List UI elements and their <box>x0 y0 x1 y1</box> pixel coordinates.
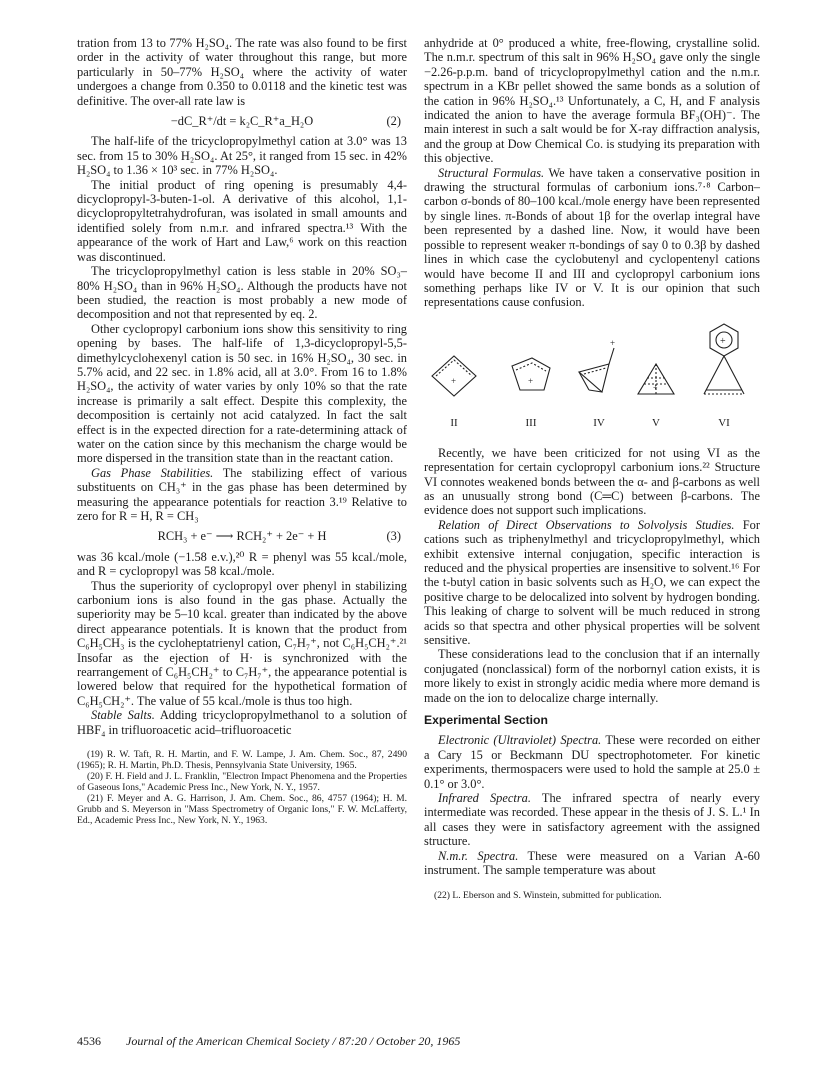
left-column <box>77 36 407 826</box>
structure-label-VI: VI <box>718 416 730 429</box>
footnotes <box>77 749 407 826</box>
right-column <box>424 36 760 901</box>
paragraph-relation <box>424 518 760 648</box>
runin-heading: Structural Formulas. <box>438 165 545 180</box>
equation-number: (2) <box>386 114 401 129</box>
svg-text:+: + <box>610 337 616 348</box>
section-heading-experimental: Experimental Section <box>424 713 548 728</box>
footnote: (20) F. H. Field and J. L. Franklin, "Electron Impact Phenomena and the Properties of Gaseous Ions," Academic Press Inc., New York, N. Y., 1957. <box>77 771 407 794</box>
paragraph-text: These were recorded on either a Cary 15 or Beckmann DU spectrophotometer. For kinetic experiments, thermospacers were used to hold the sample at 25.0 ± 0.1° or 3.0°. <box>424 733 760 791</box>
paragraph-text: The stabilizing effect of various substituents on CH₃⁺ in the gas phase has been determined by measuring the appearance potentials for reaction 3.¹⁹ Relative to zero for R = H, R = CH₃ <box>77 465 407 523</box>
running-footer <box>77 1034 760 1048</box>
page-number: 4536 <box>77 1034 101 1048</box>
paragraph: Other cyclopropyl carbonium ions show this sensitivity to ring opening by bases. The half-life of 1,3-dicyclopropyl-5,5-dimethylcyclohexenyl cation is 50 sec. in 16% H₂SO₄, 30 sec. in 5.7% acid, and 22 sec. in 1.8% acid, all at 3.0°. From 16 to 1.8% H₂SO₄, the activity of water varies by only 10% so that the rate increase is primarily a salt effect. Despite this complexity, the decomposition is certainly not acid catalyzed. In fact the salt effect is in the expected direction for a rate-determining attack of water on the cation since by this mechanism the charge would be more dispersed in the transition state than in the reactant cation. <box>77 321 407 466</box>
svg-text:+: + <box>653 382 658 392</box>
svg-text:+: + <box>528 375 534 386</box>
paragraph-text: We have taken a conservative position in drawing the structural formulas of carbonium ions.⁷·⁸ Carbon–carbon σ-bonds of 80–100 kcal./mole energy have been represented by single lines. π-Bonds of about 1β for the overlap integral have been represented by a dashed line. Now, it would have been possible to represent weaker π-bondings of say 0 to 0.3β by dashed lines in which case the cyclobutenyl and cyclopentenyl cations would have become II and III and cyclopropyl carbonium ions something perhaps like IV or V. It is our opinion that such representations cause confusion. <box>424 165 760 310</box>
equation-3 <box>77 529 407 543</box>
structure-label-II: II <box>450 416 458 429</box>
footnotes-right <box>424 890 760 901</box>
paragraph: These considerations lead to the conclusion that if an internally conjugated (nonclassical) form of the norbornyl cation exists, it is more likely to exist in strongly acidic media where more demand is made on the ion to delocalize charge internally. <box>424 647 760 705</box>
equation-text: RCH₃ + e⁻ ⟶ RCH₂⁺ + 2e⁻ + H <box>157 529 327 544</box>
paragraph-text: For cations such as triphenylmethyl and tricyclopropylmethyl, which exhibit extensive internal conjugation, specific interaction is reduced and the physical properties are insensitive to solvent.¹⁶ For the t-butyl cation in basic solvents such as H₂O, we can expect the positive charge to be delocalized into solvent by hydrogen bonding. This leaking of charge to solvent will be much reduced in strong acids so that spectra and other physical properties will be solvent sensitive. <box>424 517 760 647</box>
equation-2 <box>77 114 407 128</box>
structure-VI <box>704 324 744 394</box>
paragraph-electronic <box>424 733 760 791</box>
footnote: (19) R. W. Taft, R. H. Martin, and F. W. Lampe, J. Am. Chem. Soc., 87, 2490 (1965); R. H. Martin, Ph.D. Thesis, Pennsylvania State University, 1965. <box>77 749 407 772</box>
paragraph-text: Adding tricyclopropylmethanol to a solution of HBF₄ in trifluoroacetic acid–trifluoroacetic <box>77 708 408 737</box>
equation-text: −dC_R⁺/dt = k₂C_R⁺a_H₂O <box>170 114 314 129</box>
runin-heading: Relation of Direct Observations to Solvolysis Studies. <box>438 517 735 532</box>
paragraph-text: These were measured on a Varian A-60 instrument. The sample temperature was about <box>424 848 760 878</box>
structure-IV <box>579 338 615 392</box>
paragraph: The initial product of ring opening is presumably 4,4-dicyclopropyl-3-buten-1-ol. A derivative of this alcohol, 1,1-dicyclopropyltetrahydrofuran, was isolated in small amounts and identified solely from n.m.r. and infrared spectra.¹³ With the appearance of the work of Hart and Law,⁶ work on this reaction was discontinued. <box>77 177 407 264</box>
structure-V <box>638 364 674 394</box>
structure-II <box>432 356 476 396</box>
equation-number: (3) <box>386 529 401 544</box>
paragraph-structural <box>424 166 760 310</box>
paragraph: anhydride at 0° produced a white, free-flowing, crystalline solid. The n.m.r. spectrum of this salt in 96% H₂SO₄ gave only the single −2.26-p.p.m. band of tricyclopropylmethyl cation and the n.m.r. spectrum in a KBr pellet showed the same bonds as a solution of the cation in 96% H₂SO₄.¹³ Unfortunately, a C, H, and F analysis indicated the anion to have the average formula BF₃(OH)⁻. The main interest in such a salt would be for X-ray diffraction analysis, and the group at Dow Chemical Co. is studying its preparation with this objective. <box>424 36 760 166</box>
paragraph: The half-life of the tricyclopropylmethyl cation at 3.0° was 13 sec. from 15 to 30% H₂SO₄. At 25°, it ranged from 15 sec. in 42% H₂SO₄ to 1.36 × 10³ sec. in 77% H₂SO₄. <box>77 134 407 178</box>
journal-citation: Journal of the American Chemical Society / 87:20 / October 20, 1965 <box>126 1034 461 1048</box>
structure-III <box>512 358 550 390</box>
runin-heading: Stable Salts. <box>91 708 155 723</box>
paragraph-infrared <box>424 791 760 849</box>
structure-figure <box>424 320 760 438</box>
runin-heading: Gas Phase Stabilities. <box>91 465 214 480</box>
svg-text:+: + <box>720 335 726 347</box>
paragraph: Recently, we have been criticized for not using VI as the representation for certain cyclopropyl carbonium ions.²² Structure VI connotes weakened bonds between the α- and β-carbons as well as an unusually strong bond (C═C) between β-carbons. The evidence does not support such implications. <box>424 445 760 518</box>
structure-label-V: V <box>652 416 660 429</box>
paragraph: The tricyclopropylmethyl cation is less stable in 20% SO₃–80% H₂SO₄ than in 96% H₂SO₄. Although the products have not been studied, the reaction is most probably a new mode of decomposition and not that represented by eq. 2. <box>77 264 407 322</box>
runin-heading: Infrared Spectra. <box>438 791 531 806</box>
runin-heading: N.m.r. Spectra. <box>438 848 519 863</box>
runin-heading: Electronic (Ultraviolet) Spectra. <box>438 733 602 748</box>
footnote: (22) L. Eberson and S. Winstein, submitted for publication. <box>434 889 662 901</box>
paragraph-nmr <box>424 849 760 878</box>
paragraph-text: The infrared spectra of nearly every intermediate was recorded. These appear in the thesis of J. S. L.¹ In all cases they were in satisfactory agreement with the assigned structure. <box>424 791 761 849</box>
footnote: (21) F. Meyer and A. G. Harrison, J. Am. Chem. Soc., 86, 4757 (1964); H. M. Grubb and S. Meyerson in "Mass Spectrometry of Organic Ions," F. W. McLafferty, Ed., Academic Press Inc., New York, N. Y., 1963. <box>77 793 407 827</box>
structure-label-IV: IV <box>593 416 605 429</box>
paragraph: was 36 kcal./mole (−1.58 e.v.),²⁰ R = phenyl was 55 kcal./mole, and R = cyclopropyl was 58 kcal./mole. <box>77 549 407 579</box>
structure-label-III: III <box>525 416 537 429</box>
svg-text:+: + <box>451 375 457 386</box>
paragraph: tration from 13 to 77% H₂SO₄. The rate was also found to be first order in the activity of water throughout this range, but more particularly in 50–77% H₂SO₄ where the activity of water undergoes a change from 0.350 to 0.0118 and the kinetic test was definitive. The over-all rate law is <box>77 36 407 108</box>
paragraph-stable-salts <box>77 708 407 737</box>
paragraph-gas-phase <box>77 466 407 524</box>
paragraph: Thus the superiority of cyclopropyl over phenyl in stabilizing carbonium ions is also found in the gas phase. Actually the superiority may be 5–10 kcal. greater than indicated by the above direct appearance potentials. It is known that the product from C₆H₅CH₃ is the cycloheptatrienyl cation, C₇H₇⁺, not C₆H₅CH₂⁺.²¹ Insofar as the ejection of H· is synchronized with the rearrangement of C₆H₅CH₂⁺ to C₇H₇⁺, the appearance potential is lowered below that required for the hypothetical formation of C₆H₅CH₂⁺. The value of 55 kcal./mole is thus too high. <box>77 578 407 708</box>
